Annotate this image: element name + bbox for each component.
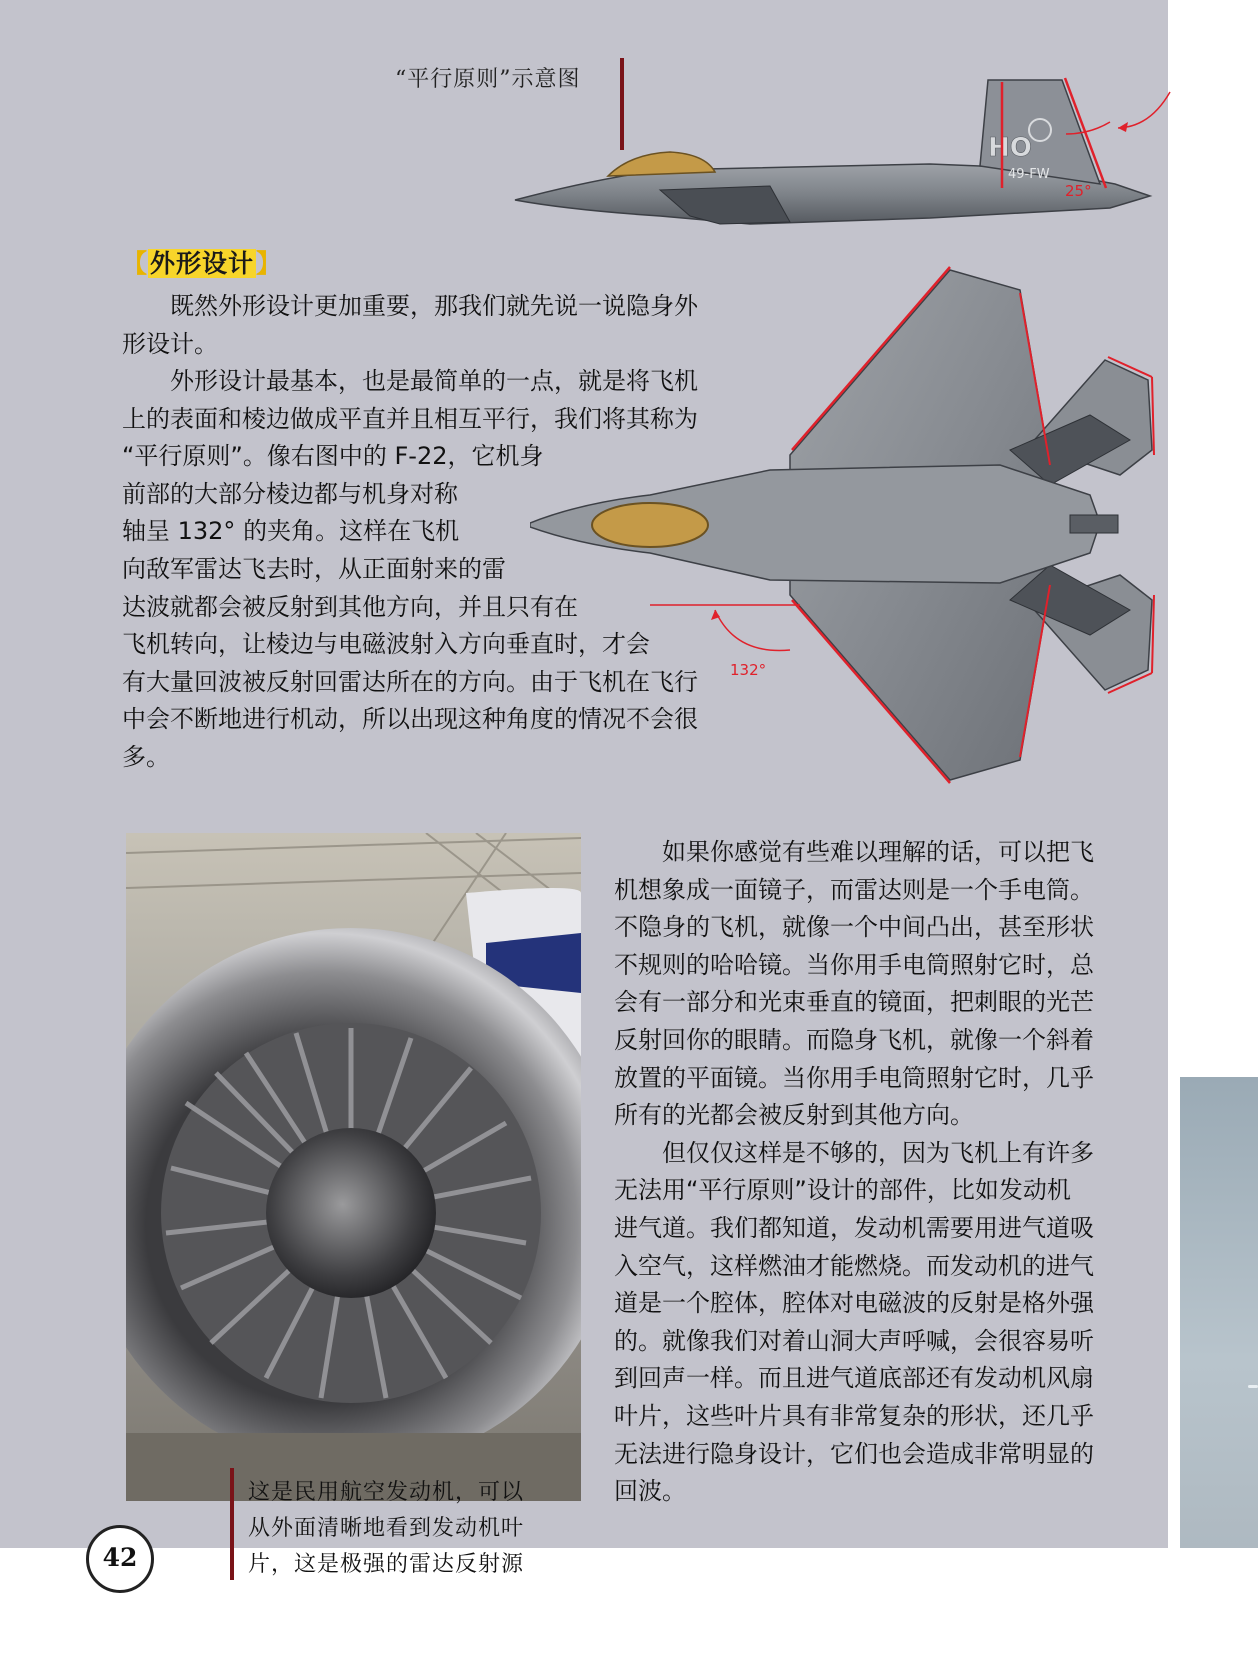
text-line: 轴呈 132° 的夹角。这样在飞机 [122,517,460,546]
photo-caption [248,1475,578,1583]
text-line: 到回声一样。而且进气道底部还有发动机风扇 [614,1364,1094,1393]
text-line: 外形设计最基本，也是最简单的一点，就是将飞机 [170,367,698,395]
angle-25-label: 25° [1065,182,1092,200]
sky-photo-edge [1180,1077,1258,1548]
page-number: 42 [86,1525,154,1593]
text-line: 上的表面和棱边做成平直并且相互平行，我们将其称为 [122,404,698,433]
photo-caption-bar [230,1468,234,1580]
text-line: 不规则的哈哈镜。当你用手电筒照射它时，总 [614,950,1094,979]
text-line: “平行原则”。像右图中的 F-22，它机身 [122,442,544,471]
caption-line: 片，这是极强的雷达反射源 [248,1552,525,1577]
text-line: 向敌军雷达飞去时，从正面射来的雷 [122,554,506,583]
angle-132-label: 132° [730,661,767,679]
tail-serial-text: 49-FW [1008,167,1050,182]
text-line: 所有的光都会被反射到其他方向。 [614,1101,974,1130]
text-line: 形设计。 [122,329,218,358]
tail-code-text: HO [988,133,1032,163]
text-line: 无法进行隐身设计，它们也会造成非常明显的 [614,1439,1094,1468]
text-line: 不隐身的飞机，就像一个中间凸出，甚至形状 [614,913,1094,942]
heading-bracket-right: 】 [256,249,283,278]
text-line: 达波就都会被反射到其他方向，并且只有在 [122,592,578,621]
text-line: 入空气，这样燃油才能燃烧。而发动机的进气 [614,1251,1094,1280]
caption-line: 这是民用航空发动机，可以 [248,1480,525,1505]
jet-engine-icon [126,833,581,1501]
text-line: 但仅仅这样是不够的，因为飞机上有许多 [662,1138,1094,1167]
text-line: 有大量回波被反射回雷达所在的方向。由于飞机在飞行 [122,667,698,696]
text-line: 机想象成一面镜子，而雷达则是一个手电筒。 [614,875,1094,904]
text-line: 放置的平面镜。当你用手电筒照射它时，几乎 [614,1063,1094,1092]
text-line: 会有一部分和光束垂直的镜面，把刺眼的光芒 [614,988,1094,1017]
heading-bracket-left: 【 [122,249,149,278]
engine-photo [126,833,581,1501]
text-line: 道是一个腔体，腔体对电磁波的反射是格外强 [614,1289,1094,1318]
text-line: 无法用“平行原则”设计的部件，比如发动机 [614,1176,1071,1205]
paragraph-3 [614,834,1144,1511]
text-line: 进气道。我们都知道，发动机需要用进气道吸 [614,1213,1094,1242]
text-line: 多。 [122,742,170,771]
text-line: 回波。 [614,1477,686,1506]
text-line: 的。就像我们对着山洞大声呼喊，会很容易听 [614,1326,1094,1355]
heading-text: 外形设计 [150,249,255,278]
text-line: 如果你感觉有些难以理解的话，可以把飞 [662,838,1094,866]
diagram-caption: “平行原则”示意图 [395,67,581,92]
section-heading [122,244,282,280]
text-line: 飞机转向，让棱边与电磁波射入方向垂直时，才会 [122,630,650,659]
text-line: 中会不断地进行机动，所以出现这种角度的情况不会很 [122,705,698,734]
text-line: 叶片，这些叶片具有非常复杂的形状，还几乎 [614,1401,1094,1430]
paragraph-2 [122,363,752,777]
bird-icon [1248,1385,1258,1388]
paragraph-1 [122,288,762,363]
text-line: 反射回你的眼睛。而隐身飞机，就像一个斜着 [614,1025,1094,1054]
bottom-margin [0,1548,1258,1677]
f22-side-view-icon [510,72,1180,242]
text-line: 前部的大部分棱边都与机身对称 [122,479,458,508]
caption-line: 从外面清晰地看到发动机叶 [248,1516,525,1541]
text-line: 既然外形设计更加重要，那我们就先说一说隐身外 [170,292,698,320]
